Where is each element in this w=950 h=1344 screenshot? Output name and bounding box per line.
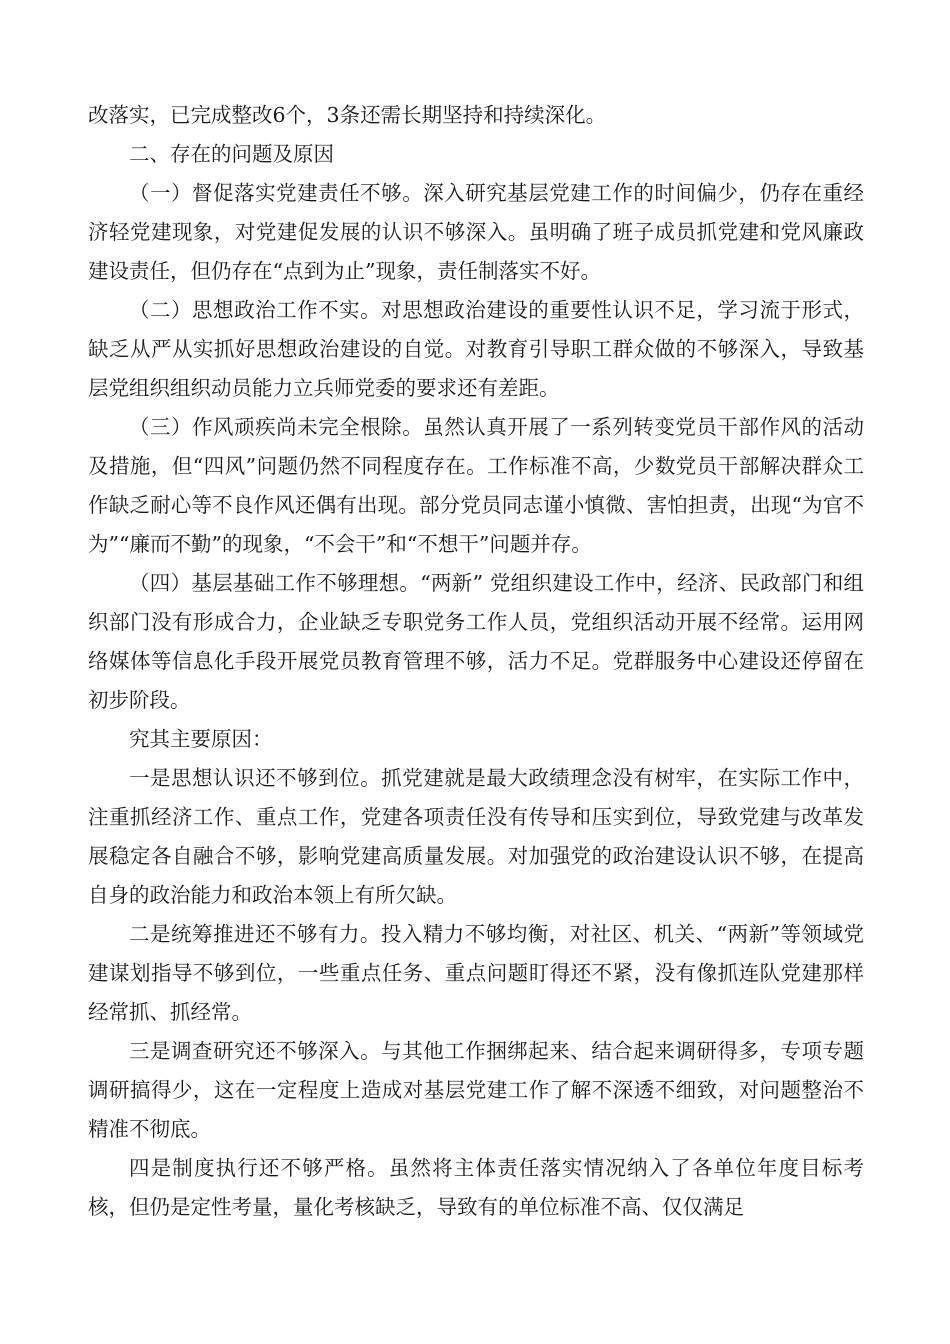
- paragraph-problem-3: （三）作风顽疾尚未完全根除。虽然认真开展了一系列转变党员干部作风的活动及措施，但“四风”问题仍然不同程度存在。工作标准不高，少数党员干部解决群众工作缺乏耐心等不良作风还偶有出现。部分党员同志谨小慎微、害怕担责，出现“为官不为”“廉而不勤”的现象，“不会干”和“不想干”问题并存。: [88, 415, 864, 556]
- document-body: [88, 96, 864, 1227]
- section-heading: 二、存在的问题及原因: [129, 142, 334, 166]
- paragraph-continuation: 改落实，已完成整改6个，3条还需长期坚持和持续深化。: [88, 103, 607, 127]
- paragraph-cause-3: 三是调查研究还不够深入。与其他工作捆绑起来、结合起来调研得多，专项专题调研搞得少，这在一定程度上造成对基层党建工作了解不深透不细致，对问题整治不精准不彻底。: [88, 1039, 864, 1141]
- paragraph-problem-1: （一）督促落实党建责任不够。深入研究基层党建工作的时间偏少，仍存在重经济轻党建现象，对党建促发展的认识不够深入。虽明确了班子成员抓党建和党风廉政建设责任，但仍存在“点到为止”现象，责任制落实不好。: [88, 181, 864, 283]
- paragraph-cause-4: 四是制度执行还不够严格。虽然将主体责任落实情况纳入了各单位年度目标考核，但仍是定性考量，量化考核缺乏，导致有的单位标准不高、仅仅满足: [88, 1156, 864, 1219]
- paragraph-cause-1: 一是思想认识还不够到位。抓党建就是最大政绩理念没有树牢，在实际工作中，注重抓经济工作、重点工作，党建各项责任没有传导和压实到位，导致党建与改革发展稳定各自融合不够，影响党建高质量发展。对加强党的政治建设认识不够，在提高自身的政治能力和政治本领上有所欠缺。: [88, 766, 864, 907]
- paragraph-problem-4: （四）基层基础工作不够理想。“两新” 党组织建设工作中，经济、民政部门和组织部门没有形成合力，企业缺乏专职党务工作人员，党组织活动开展不经常。运用网络媒体等信息化手段开展党员教育管理不够，活力不足。党群服务中心建设还停留在初步阶段。: [88, 571, 864, 712]
- paragraph-causes-intro: 究其主要原因：: [129, 727, 273, 751]
- paragraph-problem-2: （二）思想政治工作不实。对思想政治建设的重要性认识不足，学习流于形式，缺乏从严从实抓好思想政治建设的自觉。对教育引导职工群众做的不够深入，导致基层党组织组织动员能力立兵师党委的要求还有差距。: [88, 298, 864, 400]
- paragraph-cause-2: 二是统筹推进还不够有力。投入精力不够均衡，对社区、机关、“两新”等领域党建谋划指导不够到位，一些重点任务、重点问题盯得还不紧，没有像抓连队党建那样经常抓、抓经常。: [88, 922, 864, 1024]
